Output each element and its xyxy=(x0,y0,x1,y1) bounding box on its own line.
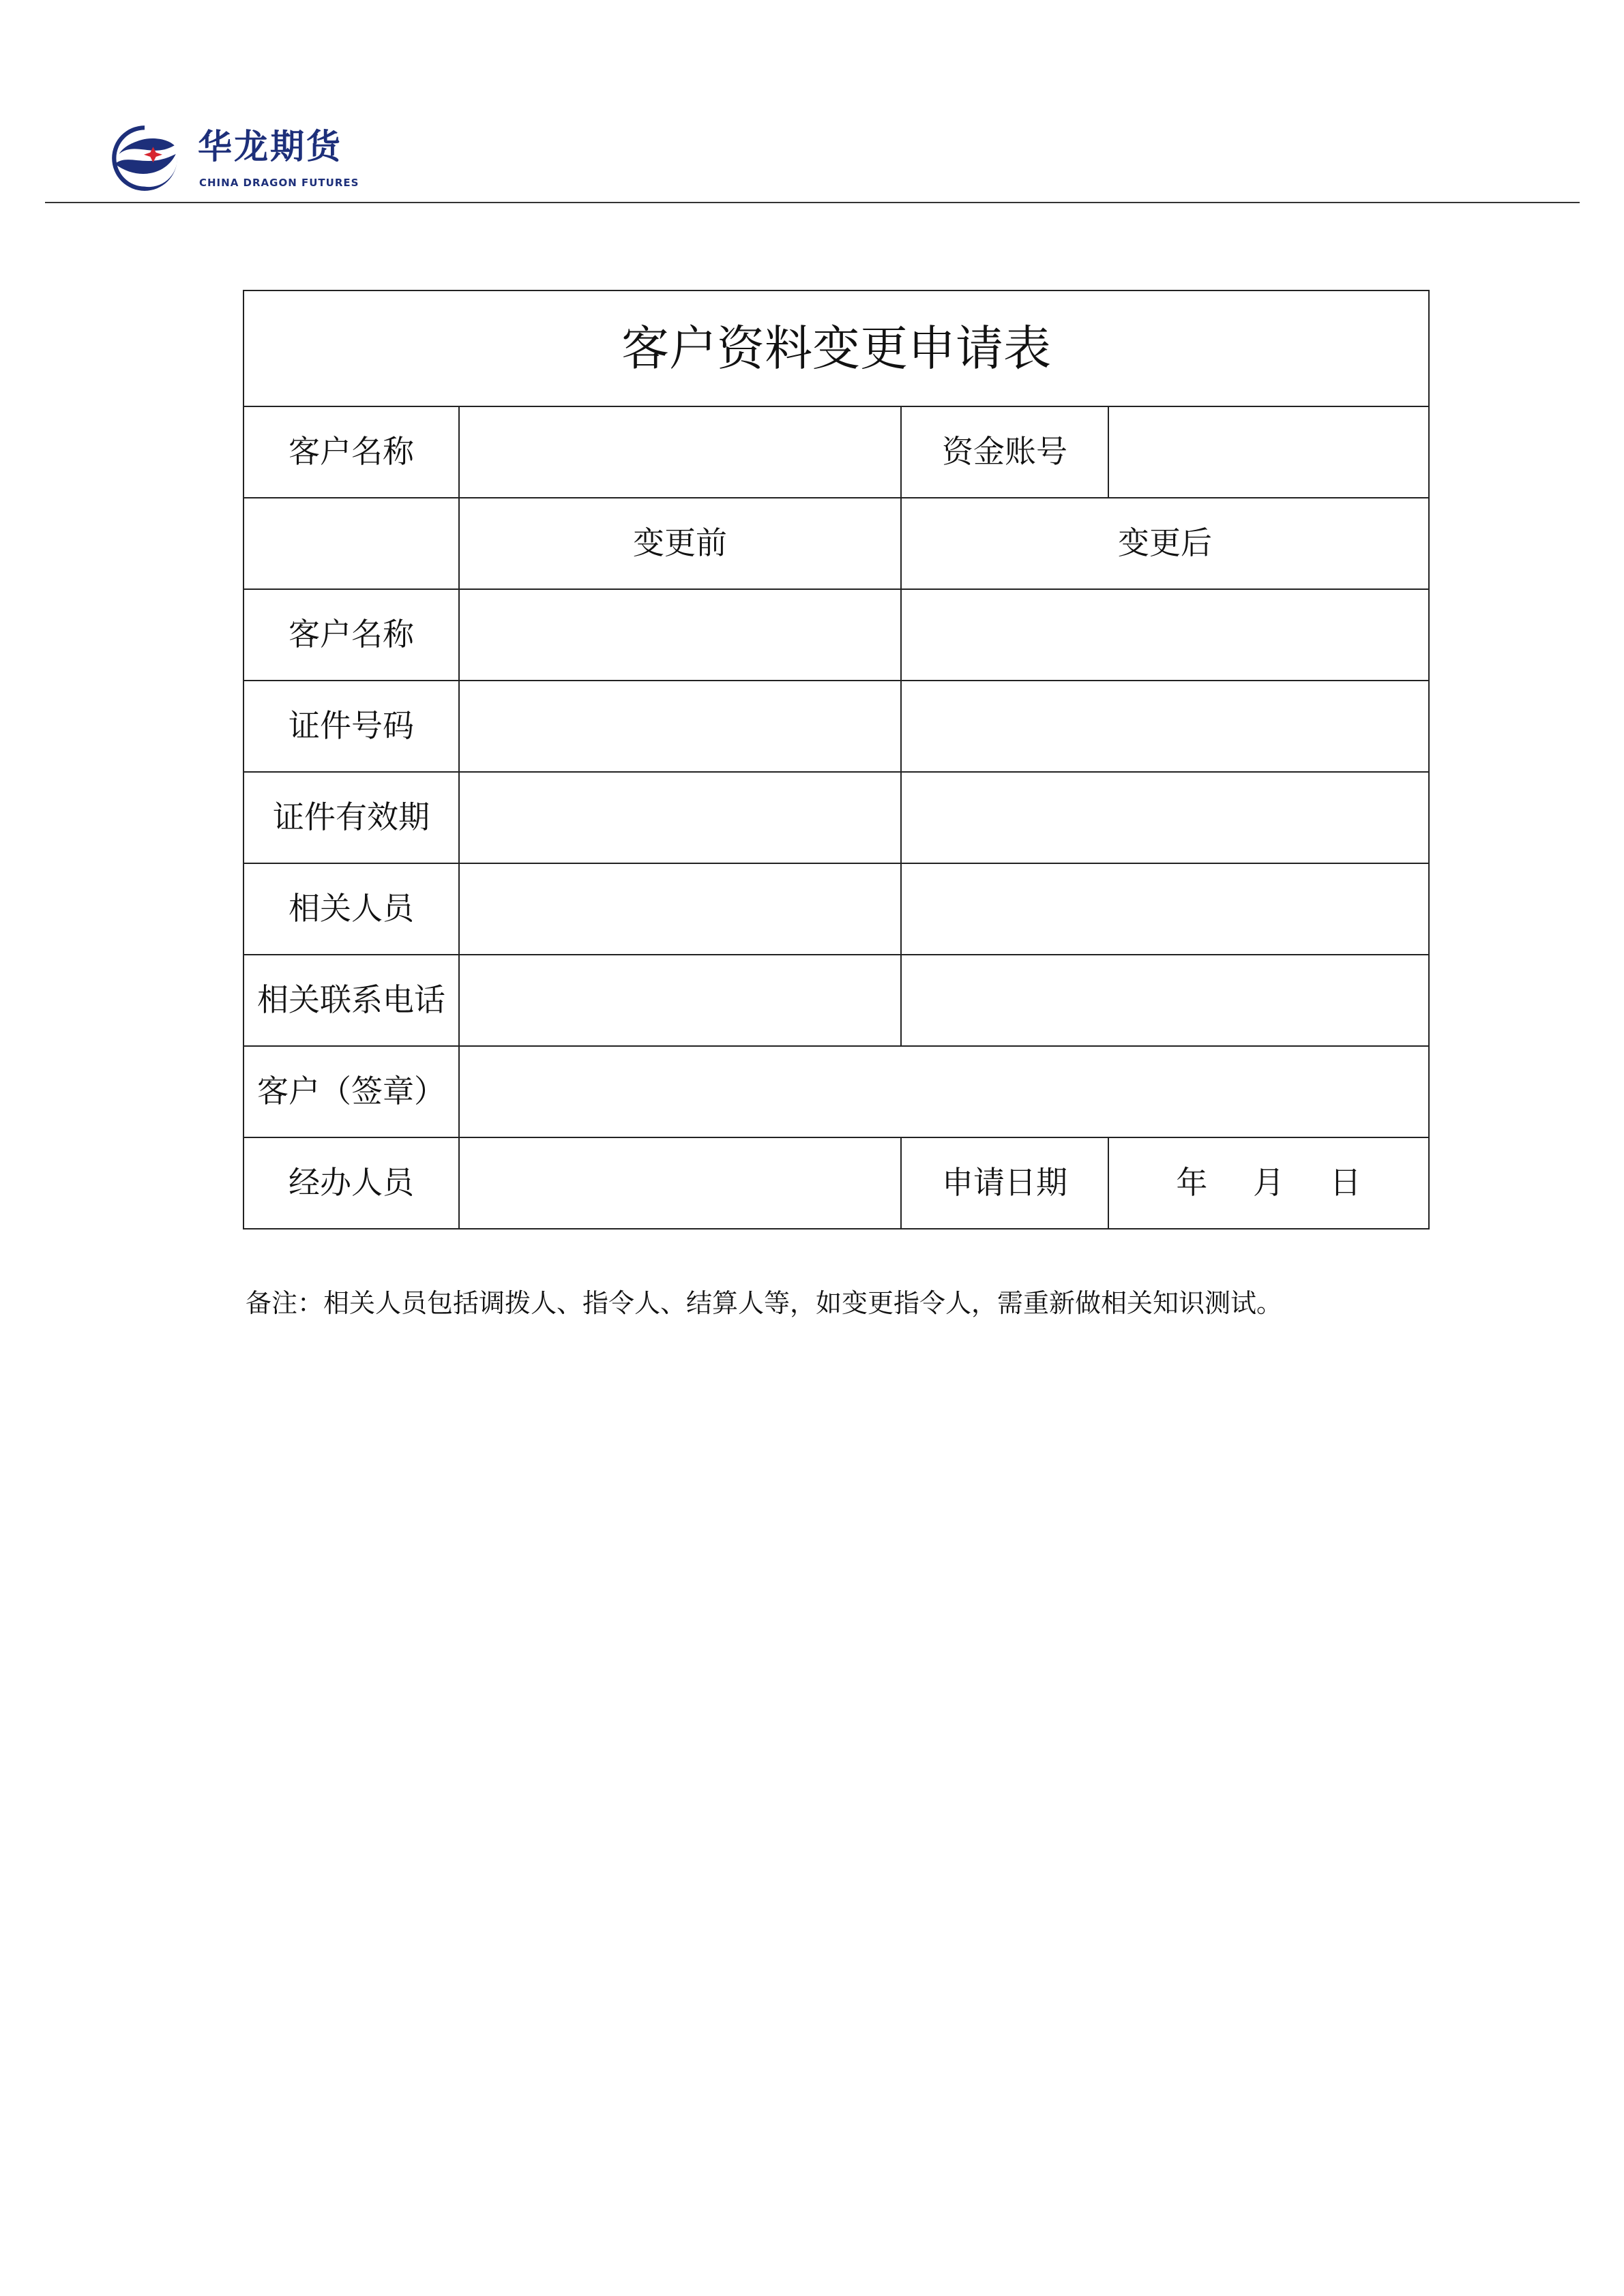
field-row-related-phone xyxy=(243,955,1429,1046)
date-day: 日 xyxy=(1329,1164,1361,1202)
after-change-header: 变更后 xyxy=(901,498,1429,589)
after-id-number-field[interactable] xyxy=(901,681,1429,772)
before-id-number-field[interactable] xyxy=(459,681,901,772)
handler-label: 经办人员 xyxy=(243,1137,459,1229)
form-title-row xyxy=(243,290,1429,406)
field-row-id-validity xyxy=(243,772,1429,863)
after-related-phone-field[interactable] xyxy=(901,955,1429,1046)
field-label: 相关人员 xyxy=(243,863,459,955)
field-label: 证件号码 xyxy=(243,681,459,772)
before-related-persons-field[interactable] xyxy=(459,863,901,955)
date-month: 月 xyxy=(1253,1164,1284,1202)
account-number-label: 资金账号 xyxy=(901,406,1108,498)
handler-field[interactable] xyxy=(459,1137,901,1229)
field-row-related-persons xyxy=(243,863,1429,955)
before-client-name-field[interactable] xyxy=(459,589,901,681)
after-id-validity-field[interactable] xyxy=(901,772,1429,863)
before-after-header-row xyxy=(243,498,1429,589)
application-date-label: 申请日期 xyxy=(901,1137,1108,1229)
account-number-field[interactable] xyxy=(1108,406,1429,498)
client-signature-field[interactable] xyxy=(459,1046,1429,1137)
before-change-header: 变更前 xyxy=(459,498,901,589)
header-divider xyxy=(45,202,1580,203)
client-name-label: 客户名称 xyxy=(243,406,459,498)
logo-english-name: CHINA DRAGON FUTURES xyxy=(199,177,359,189)
application-date-field[interactable] xyxy=(1108,1137,1429,1229)
wave-logo-icon xyxy=(109,123,180,194)
date-year: 年 xyxy=(1176,1164,1208,1202)
field-row-client-name xyxy=(243,589,1429,681)
field-label: 相关联系电话 xyxy=(243,955,459,1046)
signature-row xyxy=(243,1046,1429,1137)
form-title: 客户资料变更申请表 xyxy=(243,290,1429,406)
before-id-validity-field[interactable] xyxy=(459,772,901,863)
logo-chinese-name: 华龙期货 xyxy=(198,127,342,166)
field-label: 证件有效期 xyxy=(243,772,459,863)
header-empty-cell xyxy=(243,498,459,589)
field-label: 客户名称 xyxy=(243,589,459,681)
client-signature-label: 客户（签章） xyxy=(243,1046,459,1137)
before-related-phone-field[interactable] xyxy=(459,955,901,1046)
after-client-name-field[interactable] xyxy=(901,589,1429,681)
handler-row xyxy=(243,1137,1429,1229)
form-note: 备注：相关人员包括调拨人、指令人、结算人等，如变更指令人，需重新做相关知识测试。 xyxy=(246,1288,1283,1318)
after-related-persons-field[interactable] xyxy=(901,863,1429,955)
change-request-form xyxy=(243,290,1430,1229)
client-info-row xyxy=(243,406,1429,498)
page-header xyxy=(0,0,1624,205)
field-row-id-number xyxy=(243,681,1429,772)
client-name-field[interactable] xyxy=(459,406,901,498)
